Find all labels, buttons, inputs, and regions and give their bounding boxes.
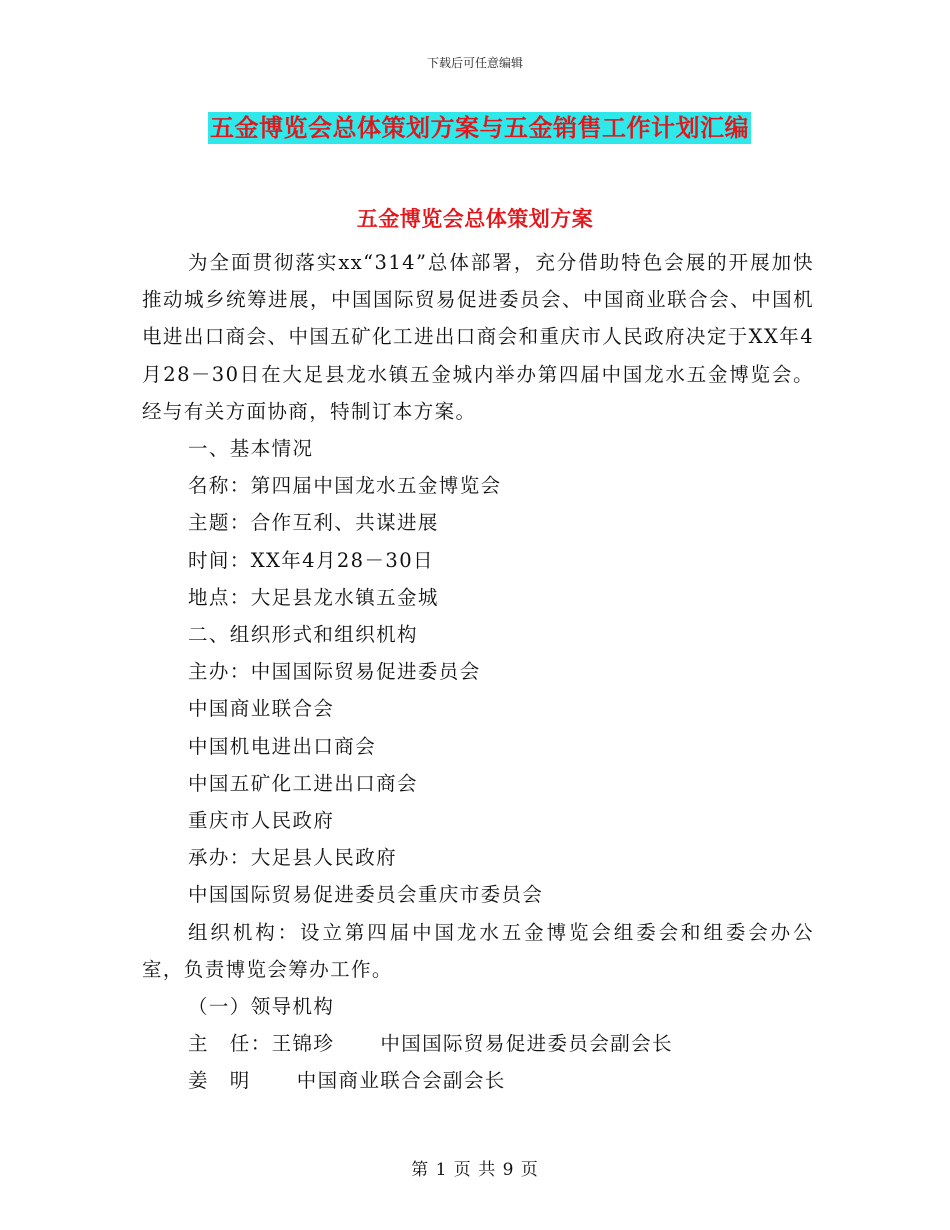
header-note: 下载后可任意编辑 bbox=[426, 56, 523, 70]
body-line: 二、组织形式和组织机构 bbox=[188, 623, 418, 647]
body-line: 主题：合作互利、共谋进展 bbox=[188, 511, 439, 535]
leader-name: 主 任：王锦珍 bbox=[188, 1032, 335, 1056]
page-footer: 第 1 页 共 9 页 bbox=[411, 1160, 539, 1180]
leader-title: 中国国际贸易促进委员会副会长 bbox=[380, 1032, 673, 1056]
body-line: 中国国际贸易促进委员会重庆市委员会 bbox=[188, 883, 544, 907]
document-body bbox=[142, 244, 814, 1100]
body-line: 地点：大足县龙水镇五金城 bbox=[188, 585, 439, 609]
intro-paragraph: 为全面贯彻落实xx“314”总体部署，充分借助特色会展的开展加快推动城乡统筹进展，中国国际贸易促进委员会、中国商业联合会、中国机电进出口商会、中国五矿化工进出口商会和重庆市人民政府决定于XX年4月28－30日在大足县龙水镇五金城内举办第四届中国龙水五金博览会。经与有关方面协商，特制订本方案。 bbox=[142, 251, 814, 423]
body-line: 承办：大足县人民政府 bbox=[188, 846, 398, 870]
leader-row bbox=[142, 1062, 814, 1099]
body-line: 一、基本情况 bbox=[188, 437, 314, 461]
body-line: 名称：第四届中国龙水五金博览会 bbox=[188, 474, 502, 498]
leader-name: 姜 明 bbox=[188, 1069, 251, 1093]
body-line: 中国商业联合会 bbox=[188, 697, 335, 721]
section-title: 五金博览会总体策划方案 bbox=[356, 206, 594, 231]
leadership-heading: （一）领导机构 bbox=[188, 995, 335, 1019]
leader-title: 中国商业联合会副会长 bbox=[296, 1069, 506, 1093]
body-line: 重庆市人民政府 bbox=[188, 809, 335, 833]
leader-row bbox=[142, 1025, 814, 1062]
main-title: 五金博览会总体策划方案与五金销售工作计划汇编 bbox=[210, 113, 749, 142]
body-line: 中国机电进出口商会 bbox=[188, 734, 377, 758]
body-line: 主办：中国国际贸易促进委员会 bbox=[188, 660, 481, 684]
body-line: 时间：XX年4月28－30日 bbox=[188, 548, 434, 572]
org-paragraph: 组织机构：设立第四届中国龙水五金博览会组委会和组委会办公室，负责博览会筹办工作。 bbox=[142, 920, 814, 981]
body-line: 中国五矿化工进出口商会 bbox=[188, 771, 418, 795]
